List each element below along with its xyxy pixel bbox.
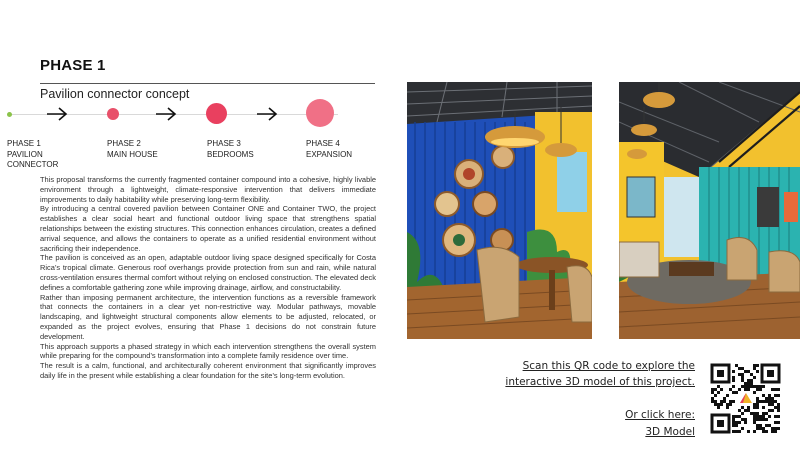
qr-module <box>771 397 774 400</box>
qr-module <box>756 427 759 430</box>
qr-module <box>765 397 768 400</box>
qr-module <box>747 379 750 382</box>
qr-module <box>744 382 747 385</box>
qr-module <box>741 373 744 376</box>
qr-module <box>732 385 735 388</box>
qr-module <box>711 391 714 394</box>
qr-module <box>729 400 732 403</box>
qr-module <box>759 400 762 403</box>
qr-module <box>771 403 774 406</box>
phase-2-label: PHASE 2 MAIN HOUSE <box>107 139 158 159</box>
qr-module <box>762 427 765 430</box>
qr-module <box>750 373 753 376</box>
qr-module <box>756 388 759 391</box>
qr-module <box>747 385 750 388</box>
qr-module <box>756 403 759 406</box>
phase-4-label: PHASE 4 EXPANSION <box>306 139 353 159</box>
qr-module <box>744 418 747 421</box>
qr-module <box>774 415 777 418</box>
qr-module <box>777 388 780 391</box>
3d-model-link[interactable]: 3D Model <box>645 426 695 438</box>
qr-module <box>738 373 741 376</box>
qr-module <box>747 370 750 373</box>
qr-module <box>768 424 771 427</box>
qr-module <box>747 430 750 433</box>
qr-module <box>720 400 723 403</box>
qr-module <box>732 370 735 373</box>
qr-module <box>756 364 759 367</box>
phase-3-label: PHASE 3 BEDROOMS <box>207 139 254 159</box>
qr-module <box>756 406 759 409</box>
qr-module <box>759 385 762 388</box>
qr-module <box>756 397 759 400</box>
qr-code-icon <box>710 363 781 434</box>
qr-module <box>720 388 723 391</box>
qr-module <box>732 415 735 418</box>
qr-module <box>714 388 717 391</box>
qr-module <box>756 415 759 418</box>
paragraph: By introducing a central covered pavilion between Container ONE and Container TWO, the project establishes a clear social heart and functional outdoor living space that strengthens spatial relationships between the existing structures. This connection enhances circulation, creates a defined arrival sequence, and allows the containers to operate as a unified residential environment without sacrificing their independence. <box>40 204 376 253</box>
qr-module <box>753 421 756 424</box>
qr-module <box>759 418 762 421</box>
pavilion-rendering-blue <box>407 82 592 339</box>
qr-module <box>732 421 735 424</box>
qr-module <box>747 382 750 385</box>
qr-module <box>735 391 738 394</box>
qr-module <box>741 412 744 415</box>
qr-module <box>756 424 759 427</box>
qr-module <box>717 391 720 394</box>
qr-module <box>714 403 717 406</box>
arrow-right-icon <box>256 106 278 122</box>
qr-module <box>735 430 738 433</box>
qr-module <box>732 418 735 421</box>
qr-module <box>753 415 756 418</box>
qr-module <box>756 370 759 373</box>
paragraph: This approach supports a phased strategy in which each intervention strengthens the overall system while preparing for the compound’s transformation into a complete family residence over time. <box>40 341 376 361</box>
qr-module <box>771 409 774 412</box>
qr-module <box>777 409 780 412</box>
qr-module <box>759 388 762 391</box>
qr-module <box>777 415 780 418</box>
qr-module <box>762 418 765 421</box>
qr-module <box>774 430 777 433</box>
qr-code[interactable] <box>710 363 781 434</box>
qr-module <box>732 376 735 379</box>
qr-module <box>726 406 729 409</box>
qr-module <box>729 388 732 391</box>
qr-module <box>732 400 735 403</box>
qr-module <box>726 403 729 406</box>
pavilion-rendering-teal <box>619 82 800 339</box>
qr-module <box>774 427 777 430</box>
qr-module <box>735 364 738 367</box>
qr-module <box>768 394 771 397</box>
qr-module <box>765 424 768 427</box>
qr-module <box>744 388 747 391</box>
qr-module <box>765 430 768 433</box>
qr-module <box>774 388 777 391</box>
qr-module <box>759 415 762 418</box>
arrow-right-icon <box>155 106 177 122</box>
qr-module <box>729 403 732 406</box>
qr-module <box>768 400 771 403</box>
qr-module <box>771 427 774 430</box>
qr-module <box>738 415 741 418</box>
qr-module <box>744 409 747 412</box>
qr-module <box>732 430 735 433</box>
qr-module <box>711 400 714 403</box>
qr-module <box>753 376 756 379</box>
qr-module <box>741 367 744 370</box>
qr-module <box>711 397 714 400</box>
qr-module <box>717 403 720 406</box>
qr-module <box>753 403 756 406</box>
qr-module <box>771 400 774 403</box>
qr-module <box>735 424 738 427</box>
qr-module <box>777 403 780 406</box>
qr-module <box>777 394 780 397</box>
qr-module <box>762 394 765 397</box>
phase-1-label: PHASE 1 PAVILION CONNECTOR <box>7 139 59 169</box>
phase-3-dot <box>206 103 227 124</box>
qr-module <box>753 391 756 394</box>
qr-module <box>714 394 717 397</box>
qr-module <box>735 421 738 424</box>
qr-module <box>774 394 777 397</box>
qr-module <box>762 385 765 388</box>
qr-module <box>741 376 744 379</box>
qr-module <box>741 385 744 388</box>
qr-module <box>765 400 768 403</box>
qr-module <box>723 397 726 400</box>
qr-module <box>768 403 771 406</box>
qr-module <box>771 388 774 391</box>
qr-module <box>756 385 759 388</box>
qr-module <box>750 382 753 385</box>
qr-module <box>720 403 723 406</box>
qr-module <box>717 406 720 409</box>
qr-module <box>711 388 714 391</box>
arrow-right-icon <box>46 106 68 122</box>
qr-module <box>762 430 765 433</box>
qr-module <box>753 406 756 409</box>
qr-module <box>753 430 756 433</box>
qr-module <box>744 385 747 388</box>
paragraph: The pavilion is conceived as an open, adaptable outdoor living space designed specifically for Costa Rica’s tropical climate. Generous roof overhangs provide protection from sun and rain, while natural cross-ventilation ensures thermal comfort without relying on enclosed construction. The elevated deck defines a comfortable gathering zone while improving drainage, airflow, and constructability. <box>40 253 376 292</box>
qr-module <box>747 409 750 412</box>
qr-module <box>717 385 720 388</box>
qr-module <box>723 400 726 403</box>
qr-module <box>750 379 753 382</box>
title-divider <box>40 83 375 84</box>
qr-module <box>759 424 762 427</box>
qr-module <box>738 430 741 433</box>
phase-1-dot <box>7 112 12 117</box>
qr-module <box>741 418 744 421</box>
qr-module <box>738 388 741 391</box>
qr-module <box>753 364 756 367</box>
qr-module <box>777 427 780 430</box>
qr-module <box>765 418 768 421</box>
qr-module <box>753 367 756 370</box>
paragraph: The result is a calm, functional, and architecturally coherent environment that significantly improves daily life in the present while establishing a clear foundation for the site’s long-term evolution. <box>40 361 376 380</box>
qr-module <box>765 412 768 415</box>
qr-module <box>777 421 780 424</box>
page-title: PHASE 1 <box>40 57 106 74</box>
page-subtitle: Pavilion connector concept <box>40 87 190 101</box>
qr-module <box>756 418 759 421</box>
qr-module <box>753 418 756 421</box>
phase-4-dot <box>306 99 334 127</box>
qr-instruction-line2: interactive 3D model of this project. <box>505 376 695 388</box>
qr-module <box>741 379 744 382</box>
qr-module <box>753 412 756 415</box>
qr-module <box>714 400 717 403</box>
qr-module <box>732 379 735 382</box>
qr-module <box>768 415 771 418</box>
qr-module <box>768 409 771 412</box>
qr-module <box>759 427 762 430</box>
qr-module <box>774 400 777 403</box>
qr-module <box>762 400 765 403</box>
qr-module <box>774 406 777 409</box>
qr-module <box>726 394 729 397</box>
qr-module <box>756 412 759 415</box>
qr-module <box>741 406 744 409</box>
qr-module <box>747 406 750 409</box>
qr-module <box>753 385 756 388</box>
phase-2-dot <box>107 108 119 120</box>
qr-module <box>732 424 735 427</box>
paragraph: Rather than imposing permanent architecture, the intervention functions as a reversible framework that connects the containers in a clear yet non-restrictive way. Modular pathways, movable landscaping, and lightweight structural components allow elements to be adjusted, relocated, or expanded as the project evolves, ensuring that Phase 1 decisions do not constrain future development. <box>40 292 376 341</box>
qr-module <box>744 421 747 424</box>
qr-module <box>768 397 771 400</box>
qr-module <box>735 415 738 418</box>
qr-module <box>744 370 747 373</box>
qr-module <box>762 412 765 415</box>
qr-module <box>747 388 750 391</box>
qr-module <box>762 415 765 418</box>
qr-module <box>738 367 741 370</box>
qr-module <box>750 385 753 388</box>
qr-module <box>774 421 777 424</box>
qr-module <box>738 409 741 412</box>
qr-module <box>750 412 753 415</box>
qr-module <box>741 427 744 430</box>
qr-module <box>756 400 759 403</box>
qr-module <box>777 406 780 409</box>
paragraph: This proposal transforms the currently fragmented container compound into a cohesive, highly livable environment through a lightweight, climate-responsive intervention that delivers immediate improvements to daily habitability while preserving long-term flexibility. <box>40 175 376 204</box>
description-text <box>40 175 376 381</box>
qr-module <box>732 391 735 394</box>
qr-module <box>762 406 765 409</box>
qr-module <box>771 430 774 433</box>
qr-instruction-line1: Scan this QR code to explore the <box>522 360 695 372</box>
qr-module <box>738 421 741 424</box>
or-click-here-text: Or click here: <box>625 409 695 421</box>
